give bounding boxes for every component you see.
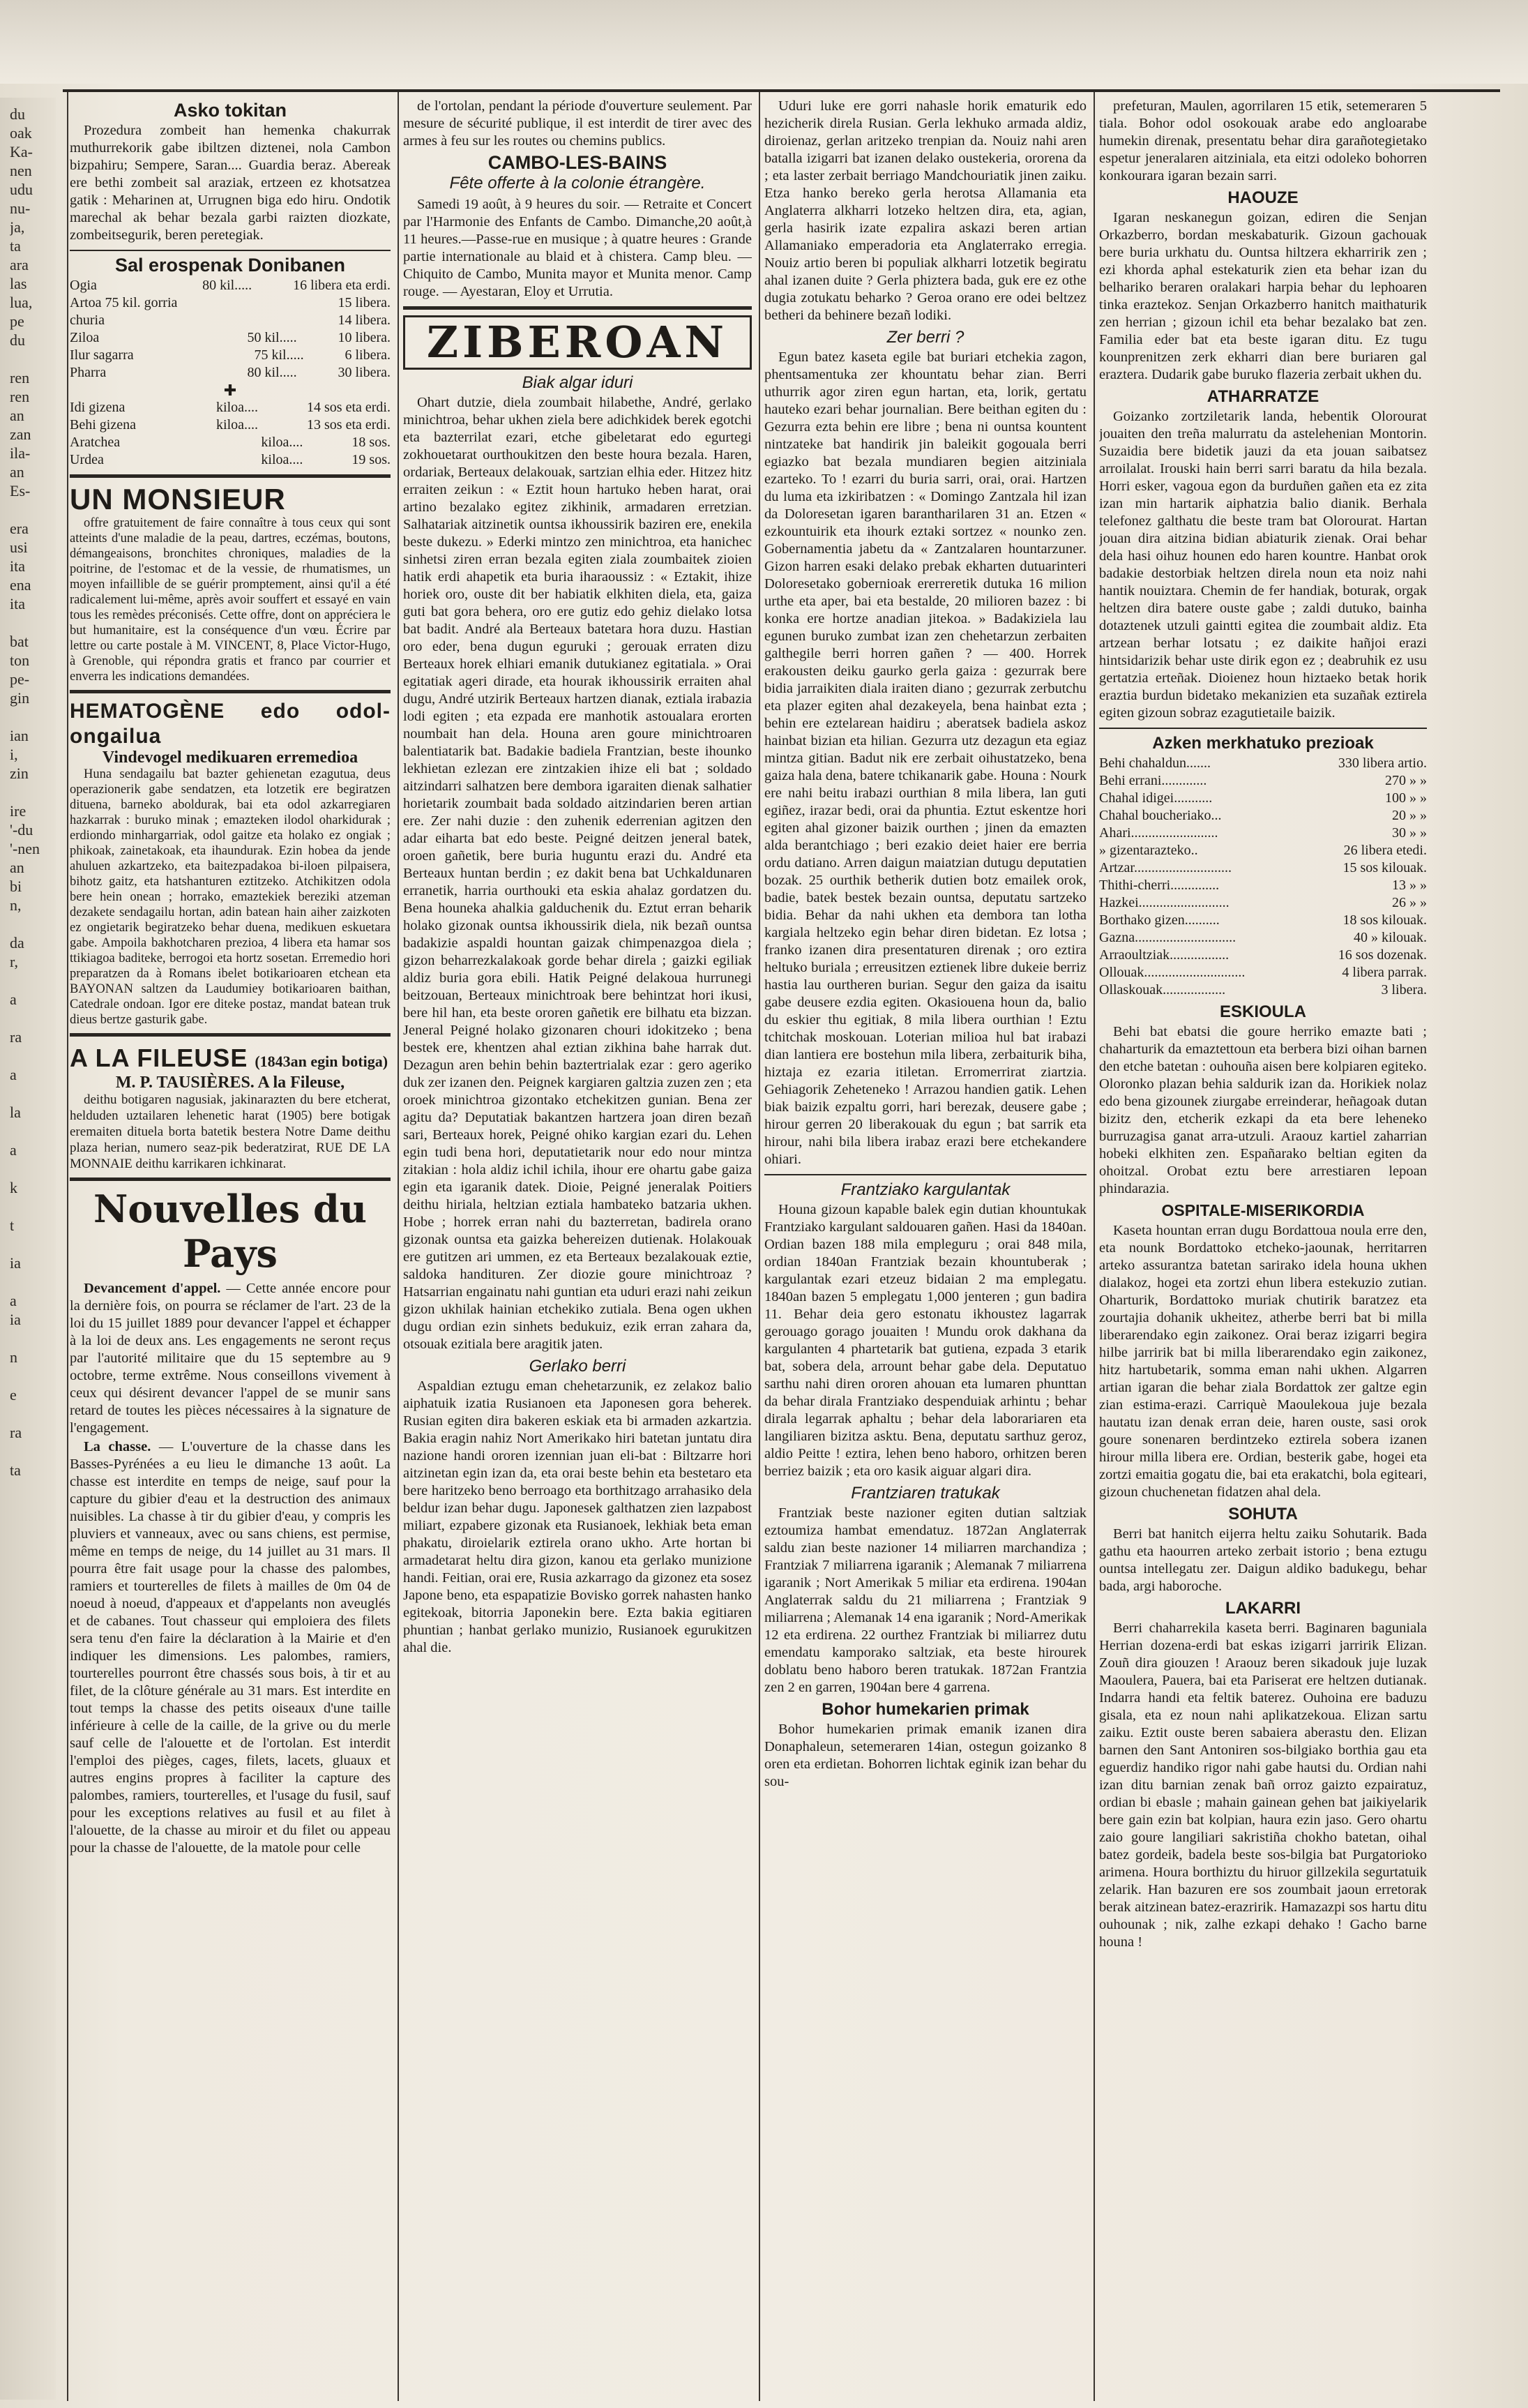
fragment-line — [10, 1404, 52, 1423]
fragment-line — [10, 500, 52, 519]
fragment-line — [10, 1272, 52, 1291]
price-price: 15 sos kilouak. — [1342, 860, 1427, 875]
article-body — [70, 1280, 391, 1437]
column-2 — [403, 98, 752, 2400]
price-row — [70, 329, 391, 347]
price-price: 100 » » — [1385, 790, 1427, 806]
article-body: Kaseta hountan erran dugu Bordattoua noula erre den, eta nounk Bordattoko etcheko-jaounak, herritarren arteko assurantza batetan sarirako idela houna ukhen dialakoz, hogei eta zortzi ehun libera estekuzio zutian. Oharturik, Bordattoko muriak chutirik baratzez eta zourtajia dohanik ukheitez, atherbe berri bat bi milla liberarendako egin zaikonez. Orai beraz izigarri begira hilbe jarririk bat bi milla liberarendako egin zaikonez, hitz hartubetarik, somma eman nahi ukhen. Algarren artian igaran die behar ziala Bordattok zer galtze egin zian estima-erazi. Carriquè Maoulekoua juje bezala hautatu izan denak erran deie, haren ouste, sasi orok goure sonenaren berdintzeko eztirela sobera izanen hirour milla libera ere. Ordian, besterik gabe, hogei eta zortzi emaitia gogatu die, bai eta erakatchi, bola egiteari, gizoun chuchenetan fidatzen ahal dela. — [1099, 1223, 1427, 1500]
fragment-line — [10, 1197, 52, 1216]
price-label: Chahal boucheriako... — [1099, 808, 1222, 823]
price-qty: 75 kil..... — [254, 347, 304, 363]
price-price: 16 sos dozenak. — [1338, 947, 1427, 963]
article-body: Bohor humekarien primak emanik izanen dira Donaphaleun, setemeraren 14ian, ostegun goizanko 8 oren eta erdietan. Bohorren lichtak eginik izan behar du sou- — [764, 1722, 1087, 1789]
page-top-margin — [0, 0, 1528, 84]
price-row — [70, 312, 391, 329]
fragment-line: pe — [10, 313, 24, 330]
divider — [70, 1177, 391, 1181]
fragment-line: da — [10, 934, 24, 951]
masthead-rule — [63, 89, 1500, 92]
price-row — [70, 451, 391, 469]
fragment-line: ire — [10, 802, 27, 820]
price-price: 40 » kilouak. — [1354, 930, 1427, 945]
price-label: Ziloa — [70, 330, 100, 345]
price-price: 19 sos. — [351, 452, 391, 467]
price-label: Ogia — [70, 278, 97, 293]
price-row — [70, 364, 391, 382]
price-price: 270 » » — [1385, 773, 1427, 788]
column-1 — [70, 98, 391, 2400]
price-row — [1099, 912, 1427, 929]
section-title: OSPITALE-MISERIKORDIA — [1161, 1201, 1365, 1219]
fragment-line: Ka- — [10, 143, 33, 160]
price-row — [70, 416, 391, 434]
fragment-line: e — [10, 1386, 17, 1404]
article-title: Biak algar iduri — [522, 373, 633, 392]
fragment-line — [10, 1122, 52, 1141]
price-list — [70, 277, 391, 382]
fragment-line: ita — [10, 595, 25, 612]
section-title: CAMBO-LES-BAINS — [487, 152, 667, 173]
article-title: Gerlako berri — [529, 1357, 626, 1376]
fragment-line: ta — [10, 237, 21, 255]
fragment-line — [10, 349, 52, 368]
divider — [764, 1174, 1087, 1175]
fragment-line: a — [10, 991, 17, 1008]
fragment-line: ila- — [10, 444, 31, 462]
price-qty: kiloa.... — [216, 400, 259, 415]
price-row — [1099, 877, 1427, 894]
ad-body: deithu botigaren nagusiak, jakinarazten du bere etcherat, helduden uztailaren lehenetic harat (1905) bere botigak eremaiten dituela borta batetik bestera Notre Dame deithu plaza herian, numero seaz-pik bederatzirat, RUE DE LA MONNAIE deithu karrikaren ichkinarat. — [70, 1092, 391, 1171]
price-label: Behi chahaldun....... — [1099, 755, 1211, 771]
article-body: Egun batez kaseta egile bat buriari etchekia zagon, phentsamentuka zer khountatu behar zian. Berri uthurrik agor ziren egun hartan, eta, lorik, gertatu hauteko ezari behar journalian. Bere beithan egiten du : Gezurra ezta behin ere libre ; bena ni ountsa kountent nintzateke bat handirik jin baleikit gogouala berri egiazko bat bezala mundiaren begien aitziniala ezarteko. To ! ezarri du buria sarri, orai, orai. Hartzen du luma eta izkiribatzen : « Domingo Zantzala hil izan da Doloresetan igaren barantharilaren 31 an. Etzen « ezkountuirik eta ihourk eztaki sortzez « nounko zen. Gobernamentia jabetu da « Zantzalaren hountarzuner. Gizon harren esaki delako prebak ekharten dutuarinteri Doloresetako gobernioak ererreretik dutuka 16 milion urthe eta aper, bai eta bestalde, 20 milioren bazez : bi konka ere hortze anadian jitekoa. » Badakiziela lau egunen buruko zumbat izan zen chehetarzun zerbaiten galthegile berri horren gañen ? — 400. Horrek erakousten deiku gaurko gerla gaiza : gezurrak bere bidia jarraikiten diala iraiten diano ; gezurrak zerbutchu eta plazer egiten ahal dezakeyela, bena hainbat ezta ; behin ere eztelarean haidiru ; aberatsek badiela askoz hainbat bizian eta hilian. Gezurra utz dezagun eta egiaz mintza gitian. Badut nik ere zerbait oihustatzeko, bena gaiza hala dena, batere tchikanarik gabe. Houna : Nourk ere nahi beitu irabazi ourthian 8 mila libera, lan guti egiñez, irazar bedi, orai da phuntia. Eztut eskentze hori egiten ahal gizoner baizik ourthen ; jinen da emazten alda berantchiago ; beri ezakio deiet haier ere berria ordu datiano. Arren daigun maiatzian dutugu deputatien bozak. 25 ourthik betherik dutien botz emailek orok, badie, batek bestek bezain ountsa, deputatu sartzeko bidia. Behar da nahi ukhen eta dembora tan lotha kargiala heltzeko egin behar diren bidetan. Ez lotsa ; franko izanen dira presentaturen direnak ; oro eztira heltuko buriala ; erreusitzen eztienek libre dukeie berriz hastia lau ourtheren burian. Segur den gaiza da isaitu gabe deusere ezdia egiten. Okasiouena houn da, balio du eskier thu egitiak, 8 mila libera ourthian ! Eztu tchitchak moskouan. Loterian milioa hul bat irabazi dian lantiera ere bostehun mila libera, zerbaiturik biha, hiztaja ez ezaria itiletan. Erromerrirat ziartzia. Gehiagorik Zeheteneko ! Arrazou handien gatik. Lehen biak baizik ezpaltu gorri, hari berezak, deusere gabe ; hirour gerren 20 liberakouak du egun ; bat sarrik eta hirour, nahi bila libera irabaz erazi bere etchekandere ohiari. — [764, 349, 1087, 1167]
section-banner: Nouvelles du Pays — [93, 1187, 367, 1276]
fragment-line: ia — [10, 1254, 21, 1272]
fragment-line: oak — [10, 124, 32, 142]
price-price: 15 libera. — [338, 295, 391, 310]
price-label: Ollaskouak.................. — [1099, 982, 1226, 998]
previous-page-fragment — [10, 105, 52, 1480]
section-title: Azken merkhatuko prezioak — [1152, 734, 1374, 753]
fragment-line: Es- — [10, 482, 31, 499]
ad-title: HEMATOGÈNE edo odol-ongailua — [70, 700, 391, 748]
price-row — [1099, 772, 1427, 790]
article-body: de l'ortolan, pendant la période d'ouverture seulement. Par mesure de sécurité publique, il est interdit de tirer avec des armes à feu sur les routes ou chemins publics. — [403, 98, 752, 149]
price-label: Ilur sagarra — [70, 347, 134, 363]
price-price: 20 » » — [1392, 808, 1427, 823]
price-row — [70, 434, 391, 451]
fragment-line — [10, 1009, 52, 1028]
price-row — [1099, 894, 1427, 912]
fragment-line: ton — [10, 652, 30, 669]
fragment-line: ara — [10, 256, 29, 273]
section-subtitle: Fête offerte à la colonie étrangère. — [449, 174, 706, 193]
fragment-line: ren — [10, 388, 30, 405]
fragment-line: ta — [10, 1461, 21, 1479]
fragment-line: ja, — [10, 218, 25, 236]
fragment-line: nen — [10, 162, 32, 179]
ad-body: offre gratuitement de faire connaître à tous ceux qui sont atteints d'une maladie de la peau, dartres, eczémas, boutons, démangeaisons, bronchites chroniques, maladies de la poitrine, de l'estomac et de la vessie, de rhumatismes, un moyen infaillible de se guérir promptement, ainsi qu'il a été radicalement lui-même, après avoir souffert et essayé en vain tous les remèdes préconisés. Cette offre, dont on appréciera le but humanitaire, est la conséquence d'un vœu. Écrire par lettre ou carte postale à M. VINCENT, 8, Place Victor-Hugo, à Grenoble, qui répondra gratis et franco par courrier et enverra les indications demandées. — [70, 516, 391, 684]
price-label: churia — [70, 313, 105, 328]
price-label: Idi gizena — [70, 400, 126, 415]
article-body: Behi bat ebatsi die goure herriko emazte bati ; chaharturik da emaztettoun eta berbera bizi oihan barnen den etche batetan : ouhouña aisen bere kolpiaren egiteko. Oloronko plazan behia saldurik izan da. Horikiek nolaz edo bena gizounek ziurgabe erreinderar, heñagoak dutan bizitz den, etcherik ezkapi da eta bere leheneko burruzagisa ganat arra-utzuli. Araouz kartiel zaharrian hobeki elkhiten zen. Españarako beltian egiten da ohoitzal. Orobat eztu bere arrestiaren lepoan phindarazia. — [1099, 1024, 1427, 1196]
fragment-line — [10, 707, 52, 726]
fragment-line — [10, 971, 52, 990]
fragment-line: bat — [10, 633, 29, 650]
price-row — [1099, 755, 1427, 772]
price-price: 26 libera etedi. — [1343, 843, 1427, 858]
article-body: Aspaldian eztugu eman chehetarzunik, ez zelakoz balio aiphatuik izatia Rusianoen eta Japonesen gora beherek. Rusian egiten dira bakeren eskiak eta bi armaden azkartzia. Bakia eragin nahiz Nort Amerikako hiri batetan juntatu dira nazione handi ororen izennian juan eli-bat : Biltzarre hori aitzinetan egin izan da, eta orai beste behin eta bestetaro eta bere haritzeko beno berroago eta borthitzago arrahasiko dela beldur izan behar dugu. Japonesek galthatzen zien lazpabost miliart, ezpabere gizonak eta Rusianoek, lekhiak beta eman phakatu, diroielarik eztirela orano ukho. Arte hortan bi armadetarat heltu dira gizon, kanou eta gerlako munizione handi. Feitian, orai ere, Rusia azkarrago da gizonez eta sosez Japone beno, eta espapatizie Bovisko gorrek nahasten hanko egitekoak, bitorria Japonekin bere. Ezta bakia egitiaren phuntian ; hanbat gerlako munizio, Rusianoek egurukitzen ahal die. — [403, 1378, 752, 1655]
article-body: Prozedura zombeit han hemenka chakurrak muthurrekorik gabe ibiltzen diztenei, nola Cambon bizpahiru; Sempere, Saran.... Guardia beraz. Abereak ere bethi zombeit sal araziak, ertzeen ez khotsatzea gatik : Meharinen at, Urrugnen biga edo hiru. Ondotik marechal ak behar bezala garbi raizten diozkate, zombeitsegurik, beren peretegiak. — [70, 123, 391, 243]
price-label: Artzar............................ — [1099, 860, 1232, 875]
price-row — [1099, 964, 1427, 981]
ad-heading — [70, 1042, 391, 1074]
ad-body: Huna sendagailu bat bazter gehienetan ezagutua, deus operazionerik gabe sendatzen, eta lotzetik ere begiratzen dituena, barneko aboldurak, bai eta odol azkarregiaren hazkarrak : buruko minak ; emazteken ilodol oharkidurak ; erdiondo minhargarriak, odol gaitze eta holako ez ongiak ; phikoak, zainetakoak, eta ihaundurak. Ezin hobea da jende ahuluen azkartzeko, eta baitezpadakoa bi-iloen pilpaisera, bihotz gaitz, eta hatshanturen eztitzeko. Atchikitzen odola bere hein onean ; horrako, emaztekiek bereziki atzeman dezakete sendagailu hortan, adin batean hain aiher zaizkoten ez ongietarik begiratzeko behar duena, medikuen eskuetara gabe. Ampoila bakhotcharen prezioa, 4 libera eta hamar sos ttikiagoa baditeke, berrogoi eta hortz sosetan. Erremedio hori preparatzen da à Romans ibelet botikarioaren etchean eta BAYONAN saltzen da Laudumiey botikarioaren baithan, Catedrale ondoan. Igor ere diteke postaz, mandat batean truk dieus bertze gasturik gabe. — [70, 767, 391, 1027]
fragment-line — [10, 1084, 52, 1103]
fragment-line — [10, 915, 52, 933]
section-banner: ZIBEROAN — [403, 315, 752, 370]
article-text: — Cette année encore pour la dernière fois, on pourra se réclamer de l'art. 23 de la loi du 15 juillet 1889 pour devancer l'appel et échapper à la loi de deux ans. Les engagements ne seront reçus par l'autorité militaire que du 15 septembre au 9 octobre, terme extrême. Nous conseillons vivement à ceux qui désirent devancer l'appel de se munir sans retard de toutes les pièces nécessaires à la signature de l'engagement. — [70, 1281, 391, 1436]
article-title: Frantziako kargulantak — [840, 1180, 1011, 1199]
price-label: Aratchea — [70, 435, 121, 450]
fragment-line: ita — [10, 557, 25, 575]
fragment-line: du — [10, 105, 25, 123]
fragment-line: bi — [10, 878, 22, 895]
cross-ornament: ✚ — [223, 382, 237, 399]
price-row — [1099, 790, 1427, 807]
ad-subtitle: M. P. TAUSIÈRES. A la Fileuse, — [115, 1074, 345, 1092]
divider — [1099, 728, 1427, 729]
price-price: 26 » » — [1392, 895, 1427, 910]
article-body: Berri bat hanitch eijerra heltu zaiku Sohutarik. Bada gathu eta haourren arteko zerbait istorio ; bena eztugu ountsa intellegatu zer. Daigun aldiko badukegu, behar bada, argi haboroche. — [1099, 1526, 1427, 1594]
price-row — [1099, 807, 1427, 825]
article-lead: La chasse. — [84, 1439, 151, 1454]
ad-year: (1843an egin botiga) — [255, 1053, 388, 1070]
price-price: 14 sos eta erdi. — [307, 400, 391, 415]
price-price: 13 sos eta erdi. — [307, 417, 391, 432]
fragment-line: a — [10, 1141, 17, 1159]
price-row — [1099, 981, 1427, 999]
fragment-line: ia — [10, 1311, 21, 1328]
section-title: HAOUZE — [1227, 188, 1299, 207]
price-price: 330 libera artio. — [1338, 755, 1427, 771]
fragment-line — [10, 783, 52, 802]
article-lead: Devancement d'appel. — [84, 1281, 221, 1296]
fragment-line: a — [10, 1292, 17, 1309]
fragment-line: '-du — [10, 821, 33, 838]
divider — [70, 474, 391, 478]
price-label: Behi gizena — [70, 417, 136, 432]
section-title: Bohor humekarien primak — [822, 1700, 1029, 1719]
fragment-line: i, — [10, 746, 18, 763]
fragment-line: du — [10, 331, 25, 349]
column-rule — [1094, 92, 1095, 2401]
article-body: prefeturan, Maulen, agorrilaren 15 etik, setemeraren 5 tiala. Bohor odol osokouak arabe edo angloarabe humekin direnak, presentatu behar dira garañotegietako espetur jeneralaren aitziniala, eta eitzi odoleko bohorren konkourara igaran bezain sarri. — [1099, 98, 1427, 183]
fragment-line: gin — [10, 689, 30, 707]
price-label: Urdea — [70, 452, 104, 467]
section-title: Asko tokitan — [173, 100, 287, 121]
price-price: 30 » » — [1392, 825, 1427, 841]
fragment-line — [10, 1367, 52, 1385]
fragment-line — [10, 1442, 52, 1461]
section-title: Sal erospenak Donibanen — [114, 255, 346, 276]
price-price: 13 » » — [1392, 878, 1427, 893]
price-label: Gazna............................. — [1099, 930, 1236, 945]
price-qty: 50 kil..... — [247, 330, 297, 345]
price-qty: kiloa.... — [261, 452, 303, 467]
price-label: Pharra — [70, 365, 107, 380]
price-label: Artoa 75 kil. gorria — [70, 295, 178, 310]
fragment-line — [10, 1235, 52, 1254]
article-body: Ohart dutzie, diela zoumbait hilabethe, André, gerlako minichtroa, behar ukhen ziela bere adichkidek berek egotchi eta bazterrilat ezari, etche gibeletarat edo egurtegi zokhouetarat ourthoukitzen den beste houra bezala. Haren, ordariak, Berteaux delakouak, sartzian elhia eder. Hitzez hitz erraiten zeikun : « Eztit houn hartuko heben harat, orai artino bezalako egitez zikhinik, armadaren erretzian. Salhatariak aitzinetik ountsa ikhoussirik baziren ere, enekila beste dukezu. » Ederki mintzo zen minichtroa, eta hanichec sinhetsi ziren erran bezala egiten ziala zoumbaitek zioien hatik erdi ahapetik eta buria iharaoussiz : « Eztakit, ihize horiek oro, ouste dit ber habiatik elkhiten diela, eta, gaiza guti bat gora behera, oro ere gutiz edo gehiz dielako lotsa bat badit. André ala Berteaux batetara hora duzu. Hastian oro eder, bena dugun eguruki ; gerouak erraten dizu Berteaux horek elhiari emanik dutukianez egitatiala. » Orai egitatiak ageri dirade, eta hourak ikhoussirik erraiten ahal dugu, André utzirik Berteaux hartzen dianak, eztiala irabazia lodi egiten ; eta ezpada ere manhotik astoualara erorten noumbait han dela. Houna aren goure minichtroaren balentiatarik bat. Badakie badiela Frantzian, beste ihounko lekhietan ezlezan ere zintzakien ihize eli bat ; soldado aitzindarri salhatzen bere dembora igaraiten dienak salhatier horietarik zoumbait bada soldado aitzindarien beren artian ere. Zer nahi duzie : den zuhenik ederrenian agitzen den adar eiharta bat edo beste. Peigné deitzen jeneral batek, oroen gañetik, bere buria huguntu erazi du. André eta Berteaux huntan berdin ; ez dakit bena bat Uchkaldunaren erranetik, harria ourthouki eta eskia ahalaz gordatzen du. Bena houneka ahalkia galduchenik du. Eztut erran beharik holako gizonak ountsa ikhoussirik diela, nik bezañ ountsa badakizie aspaldi hountan gaizak chimpenazgoa diela ; gizon beharrezkalakoak gorde behar direla ; gaizki egiliak aldiz buria gora ebili. Hatik Peigné delakoua hurrunegi beitzouan, Berteaux minichtroak bere behintzat hori ikusi, bere hil han, eta beste ororen gañetik ere bilhatu eta bizzan. Jeneral Peigné holako gizonaren chouri idokitzeko ; bena bestek ere, khentzen ahal eztian zikhina bahe harrak dut. Dezagun aren behin behin baztertrialak ezar : gero ageriko duk zer izanen den. Peignek kargiaren galtzia zuzen zen ; eta oroek minichtroa gizontako etchekitzen gunian. Bena zer agitu da? Deputatiak bakantzen hartzera joan diren bezañ sari, Berteaux horek, Peigné ohiko kargian ezari du. Lehen egin tudi bena hori, deputatietarik nour edo nour mintza zitakian : hola aldiz ichil ichila, ihour ere ohartu gabe gaiza egin eta igaranik datek. Dioie, Peigné jeneralak Poitiers deithu hiriala, heltzian eztiala hambateko batzaria ukhen. Hobe ; horrek erran nahi du bazterretan, badirela orano gizonak ountsa eta gaizka behereizen dutienak. Holakouak ere gutitzen ari ummen, ez eta Berteaux bezalakouak eztie, saldoka handituren. Zer diozie goure minichtroaz ? Hatsarrian engainatu nahi guntian eta uduri erazi nahi zeikun gizon ukhilak hainian etchekiko zutiala. Bena ogen ukhen dugu ordian ezin sinhets bedukuiz, ezik erran zahara da, otsouak ezitiala bere aragitik jaten. — [403, 395, 752, 1352]
price-row — [70, 347, 391, 364]
fragment-line: an — [10, 407, 24, 424]
section-title: SOHUTA — [1228, 1505, 1298, 1523]
price-price: 14 libera. — [338, 313, 391, 328]
section-title: LAKARRI — [1225, 1599, 1301, 1618]
section-title: ESKIOULA — [1219, 1002, 1306, 1021]
fragment-line: an — [10, 859, 24, 876]
price-qty — [247, 294, 338, 312]
price-list — [1099, 755, 1427, 999]
divider — [403, 306, 752, 310]
fragment-line: ra — [10, 1028, 22, 1046]
ad-title: A LA FILEUSE — [70, 1044, 248, 1072]
article-body: Goizanko zortziletarik landa, hebentik Olorourat jouaiten den treña malurratu da astelehenian Montorin. Suzaidia bere bidetik jauzi da eta jouan saibatsez arroilalat. Irouski hain berri sarri baratu da hila bezala. Horri esker, vagoua egon da burduñen gañen eta ez zita izan min hartarik aiphatzia balio dianik. Berhala telefonez galthatu die beste tram bat Olorourat. Hartan jouan dira aitzina bidian abiaturik zienak. Orai behar dela hasi oihuz hounen edo haren kountre. Hanbat orok badakie destorbiak heltzen direla noun eta noiz nahi hantik nouiztara. Chemin de fer handiak, boturak, orgak heltzen dira batere ouste gabe ; zaldi dutuko, bainha dotaztenek utzuli gaintti egitea die zoumbait aldiz. Eta artzean berhar lotsatu ; ez daikite hañjoi erazi hintsidarizik behar uste dirik egon ez ; deabruhik ez usu gertatzia erteñak. Dioienez houn hiztaeko betak horik eraztia burdun bidetako mekanizien eta suzañak eztirela egiten gizoun sobraz ezagutietaile baizik. — [1099, 409, 1427, 721]
price-label: Ahari......................... — [1099, 825, 1218, 841]
fragment-line: ena — [10, 576, 31, 594]
divider — [70, 1033, 391, 1037]
divider — [70, 690, 391, 693]
fragment-line: ra — [10, 1424, 22, 1441]
price-row — [1099, 825, 1427, 842]
price-price: 4 libera parrak. — [1342, 965, 1427, 980]
price-price: 3 libera. — [1381, 982, 1427, 998]
article-body: Uduri luke ere gorri nahasle horik ematurik edo hezicherik direla Rusian. Gerla lekhuko armada aldiz, diroienaz, gerlan aritzeko trenpian da. Nouiz nahi aren batalla izigarri bat izanen delako oustekeria, ororena da ; eta laster zerbait berriago Mandchouriatik jinen zaiku. Etza hanko bereko gerla herotsa Allamania eta Anglaterra alkharri lotzeko heltzen dira, eta, agian, gerla hasirik izate ezpalira askazi beren artian Allamaniako emperadoria eta Anglaterrako erregia. Nouiz artio beren bi populiak alkharri lotzetik begiratu ahal izanen duite ? Gerla phiztera bada, guk ere ez othe dugia zotukatu beharko ? Geroa orano ere odei beltzez betheri da behinere bezañ lodiki. — [764, 98, 1087, 323]
fragment-line: usi — [10, 539, 28, 556]
article-title: Zer berri ? — [886, 328, 965, 347]
fragment-line — [10, 1159, 52, 1178]
article-body: Frantziak beste nazioner egiten dutian saltziak eztoumiza hambat emendatuz. 1872an Anglaterrak saldu zian beste nazioner 14 miliarren marchandiza ; Frantziak 7 miliarrena igaranik ; Alemanak 7 miliarrena igaranik ; Nort Amerikak 5 miliar eta erdirena. 1904an Anglaterrak saldu du 21 miliarrena ; Frantziak 9 miliarrena ; Alemanak 14 ena igaranik ; Nord-Amerikak 12 eta erdirena. 22 ourthez Frantziak bi miliarrez dutu emendatu kamporako saltziak, eta beste hirourek doblatu beno haboro beren tratukak. 1872an Frantzia zen 2 en garren, 1904an bere 4 garrena. — [764, 1505, 1087, 1695]
price-qty — [247, 312, 338, 329]
fragment-line — [10, 1046, 52, 1065]
price-qty: 80 kil..... — [247, 365, 297, 380]
article-title: Frantziaren tratukak — [851, 1484, 1000, 1503]
fragment-line: r, — [10, 953, 18, 970]
fragment-line: nu- — [10, 200, 31, 217]
fragment-line: '-nen — [10, 840, 40, 857]
fragment-line: an — [10, 463, 24, 481]
price-label: Thithi-cherri.............. — [1099, 878, 1220, 893]
column-rule — [759, 92, 760, 2401]
fragment-line: n — [10, 1348, 17, 1366]
fragment-line: t — [10, 1217, 15, 1234]
price-row — [70, 277, 391, 294]
article-text: — L'ouverture de la chasse dans les Basses-Pyrénées a eu lieu le dimanche 13 août. La chasse est interdite en temps de neige, sauf pour la capture du gibier d'eau et la destruction des animaux nuisibles. La chasse à tir du gibier d'eau, y compris les pluviers et vanneaux, avec ou sans chiens, est permise, même en temps de neige, du 14 juillet au 31 mars. Il pourra être fait usage pour la chasse des palombes, ramiers et tourterelles de filets à mailles de 0m 04 de noeud à noeud, d'appeaux et d'appelants non aveuglés et de cabanes. Tout chasseur qui emploiera des filets sera tenu d'en faire la déclaration à la Mairie et d'en indiquer les dimensions. Les palombes, ramiers, tourterelles pourront être chassés sous bois, à tir et au filet, de la clôture générale au 31 mars. Est interdite en tout temps la chasse des petits oiseaux d'une taille inférieure à celle de la caille, de la grive ou du merle sauf celle de l'alouette et de l'ortolan. Est interdit l'emploi des pièges, cages, filets, lacets, gluaux et autres engins propres à faciliter la capture des palombes, ramiers, tourterelles, et l'usage du fusil, sauf pour les exceptions relatives au fusil et au filet à l'alouette, de la chasse au miroir et du filet ou appeau pour la chasse de l'alouette, de la matole pour celle — [70, 1439, 391, 1856]
price-row — [1099, 842, 1427, 859]
price-label: Chahal idigei........... — [1099, 790, 1213, 806]
price-label: Arraoultziak................. — [1099, 947, 1230, 963]
fragment-line: lua, — [10, 294, 33, 311]
price-price: 10 libera. — [338, 330, 391, 345]
price-price: 18 sos kilouak. — [1342, 912, 1427, 928]
fragment-line: la — [10, 1104, 21, 1121]
price-qty: kiloa.... — [261, 435, 303, 450]
price-row — [1099, 947, 1427, 964]
price-qty: kiloa.... — [216, 417, 259, 432]
column-rule — [398, 92, 399, 2401]
fragment-line: zin — [10, 765, 29, 782]
price-row — [1099, 859, 1427, 877]
fragment-line: udu — [10, 181, 33, 198]
fragment-line: zan — [10, 426, 31, 443]
fragment-line: las — [10, 275, 27, 292]
price-row — [70, 294, 391, 312]
price-price: 16 libera eta erdi. — [293, 278, 391, 293]
column-rule — [67, 92, 68, 2401]
price-qty: 80 kil..... — [202, 278, 252, 293]
article-body: Houna gizoun kapable balek egin dutian khountukak Frantziako kargulant saldouaren gañen. Hasi da 1840an. Ordian bazen 188 mila empleguru ; orai 848 mila, ordian 1840an Frantziak bezain khountuberak ; kargulantak ezari etzeuz bidaian 2 ma emplegatu. 1840an bazen 5 emplegatu 1,000 jenteren ; gun badira 11. Behar deia gero estonatu ikhoustez lagarrak gerouago gorago jouaiten ! Mundu orok dakhana da kargulanten 4 phartetarik bat gutiena, ezpada 3 etarik bat, sobera dela, arrount behar gabe dela. Deputatuo sarthu nahi diren ororen ahouan eta lumaren phunttan da behar dirala Frantziako despenduiak arhintu ; behar dirala legarrak aphaltu ; behar dela laborariaren eta langiliaren bizitza asktu. Bena, deputatu sarthuz geroz, aldio Peitte ! eztira, lehen beno haboro, orhitzen beren berriez baizik ; eta oro kasik aiguar algari dira. — [764, 1202, 1087, 1479]
price-label: Ollouak............................. — [1099, 965, 1246, 980]
article-body — [70, 1438, 391, 1857]
fragment-line: pe- — [10, 670, 30, 688]
price-label: » gizentarazteko.. — [1099, 843, 1198, 858]
fragment-line: ren — [10, 369, 30, 386]
price-label: Borthako gizen.......... — [1099, 912, 1220, 928]
price-row — [70, 399, 391, 416]
fragment-line: k — [10, 1179, 17, 1196]
price-price: 30 libera. — [338, 365, 391, 380]
ad-subtitle: Vindevogel medikuaren erremedioa — [102, 748, 358, 767]
fragment-line: ian — [10, 727, 29, 744]
price-label: Behi errani............. — [1099, 773, 1207, 788]
price-price: 6 libera. — [345, 347, 391, 363]
article-body: Igaran neskanegun goizan, ediren die Senjan Orkazberro, bordan meskabaturik. Gizoun gachouak bere buria urkhatu du. Ountsa hiltzera ekharririk zen ; ezi khorda aphal estekaturik zien eta behar izan du belhariko beraren oralakari harpia behar du lephoaren tinka eraztekoz. Senjan Orkazberro hanitch maithaturik zen herrian ; gizoun ichil eta behar bezalako bat zen. Familia eder bat eta beste igaran ditu. Ez tugu kounprenitzen zerk ekharri dian bere buriaren gal eraztera. Dudarik gabe buruko flazeria zerbait ukhen du. — [1099, 210, 1427, 382]
fragment-line — [10, 1329, 52, 1348]
fragment-line — [10, 613, 52, 632]
column-3 — [764, 98, 1087, 2400]
article-body: Berri chaharrekila kaseta berri. Baginaren baguniala Herrian dozena-erdi bat eskas izigarri jarririk Elizan. Zouñ dira giouzen ! Araouz beren sikadouk juje luzak Maoulera, Pauera, bai eta Pariserat ere heltzen dutianak. Indarra handi eta feltik baterez. Ouhoina ere baduzu gisala, eta ez noun nahi aplikatzekoua. Elizan sartu zaiku. Eztit ouste beren sabaiera aberastu den. Elizan barnen den Sant Antoniren sos-bilgiako borthia gau eta eguerdiz handiko rigor nahi gabe hautsi du. Ordian nahi izan ditu barnian zenak bañ orroz gaizto ezpairatuz, ordian bi ebasle ; mahain gainean gehen bat jaikiyelarik bere gain ezin bat kolpian, haura ezin jaso. Gero ohartu zaio goure langiliari sakristiña chokho batetan, oihal batez gordeik, badela beste sos-bilgia bat Purgatorioko arimena. Houra borthiztu du hiruor gillzekila segurtatuik zelarik. Han bazuren ere sos zoumbait jaoun erretorak berak aitzinean batez-erazririk. Hamazazpi sos hartu ditu ouhounak ; nik, zalhe ezkapi dehako ! Gacho barne houna ! — [1099, 1620, 1427, 1950]
price-row — [1099, 929, 1427, 947]
ad-title: UN MONSIEUR — [70, 483, 286, 516]
article-body: Samedi 19 août, à 9 heures du soir. — Retraite et Concert par l'Harmonie des Enfants de Cambo. Dimanche,20 août,à 11 heures.—Passe-rue en musique ; à quatre heures : Grande partie internationale au blaid et à chistera. Camp bleu. — Chiquito de Cambo, Munita mayor et Munita menor. Camp rouge. — Ayestaran, Eloy et Urrutia. — [403, 197, 752, 299]
price-list — [70, 399, 391, 469]
section-title: ATHARRATZE — [1206, 387, 1319, 406]
fragment-line: era — [10, 520, 29, 537]
price-label: Hazkei.......................... — [1099, 895, 1230, 910]
price-price: 18 sos. — [351, 435, 391, 450]
fragment-line: n, — [10, 896, 22, 914]
column-4 — [1099, 98, 1427, 2400]
divider — [70, 250, 391, 251]
fragment-line: a — [10, 1066, 17, 1083]
